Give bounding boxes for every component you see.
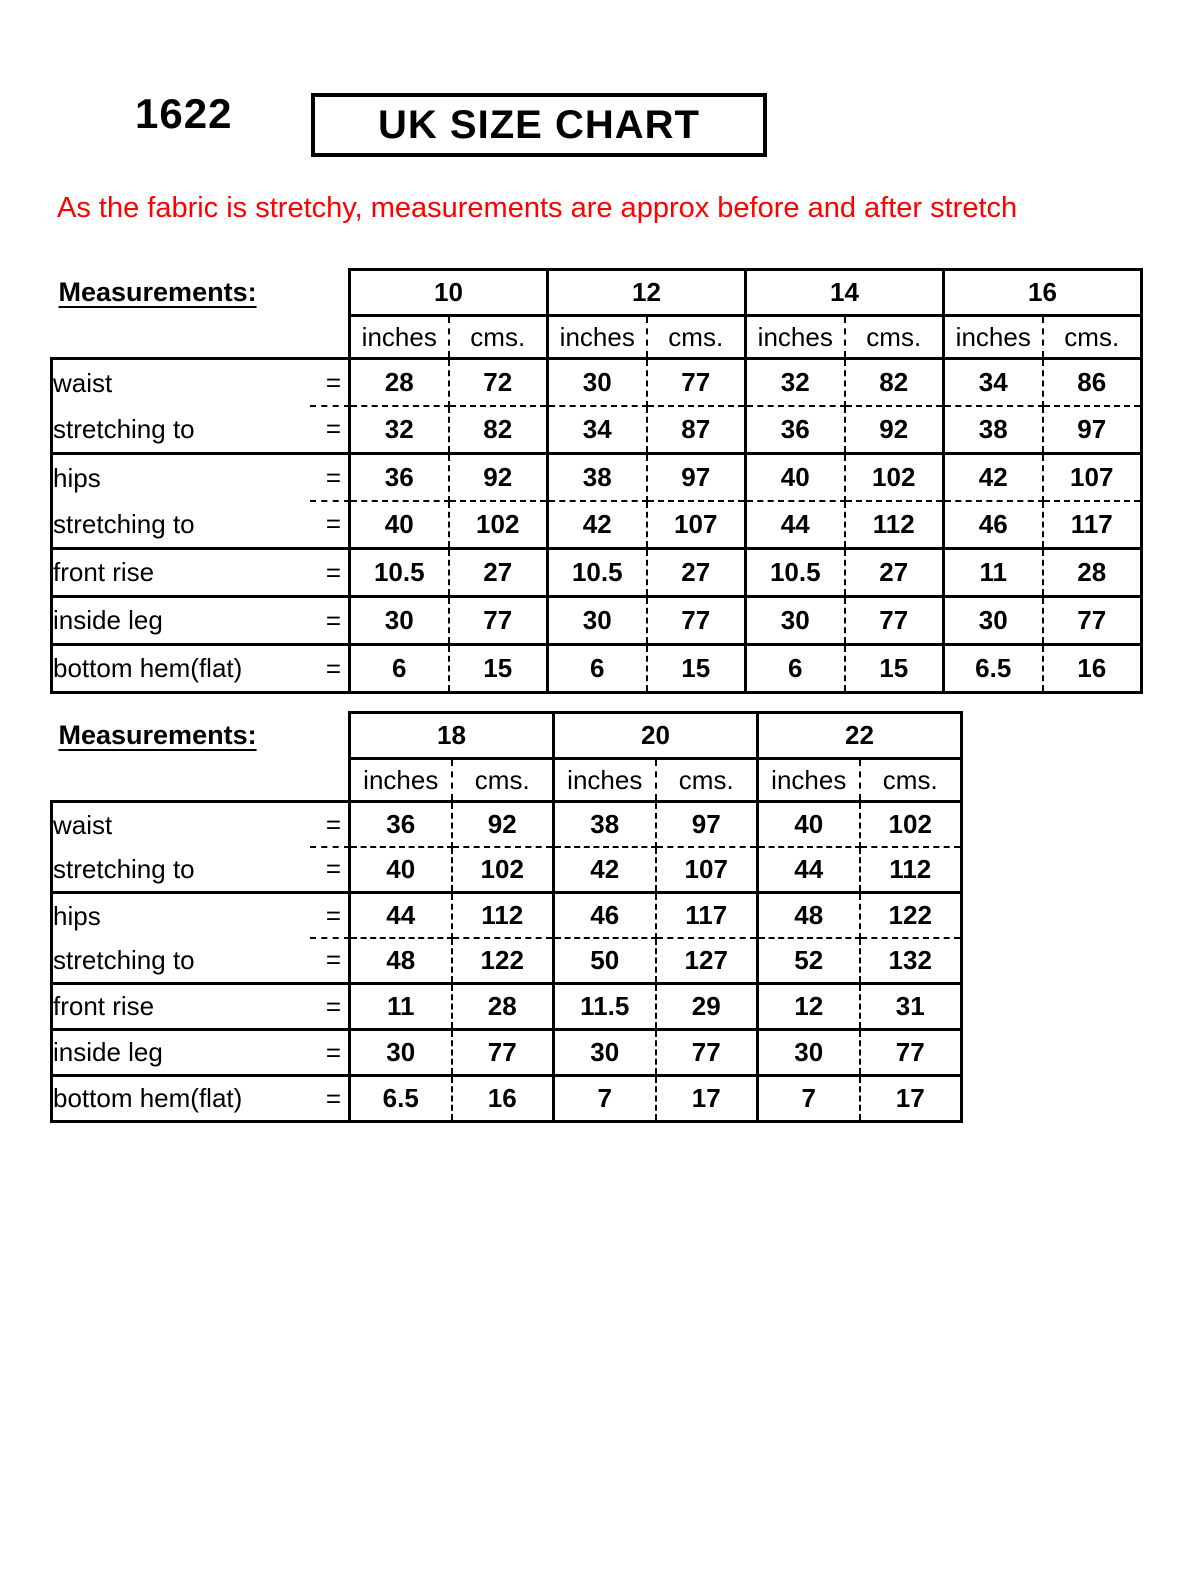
table-row-bottom-hem xyxy=(52,1076,962,1122)
unit-header-row xyxy=(52,759,962,802)
equals-sign: = xyxy=(325,900,341,931)
unit-header-inches: inches xyxy=(758,759,860,802)
size-table-2 xyxy=(50,711,963,1123)
row-label-cell xyxy=(52,1030,350,1076)
value-cell: 27 xyxy=(845,549,944,597)
row-label: stretching to xyxy=(53,413,195,444)
value-cell: 77 xyxy=(656,1030,758,1076)
table-row-waist xyxy=(52,359,1142,407)
value-cell: 29 xyxy=(656,984,758,1030)
value-cell: 27 xyxy=(647,549,746,597)
table-row-inside-leg xyxy=(52,1030,962,1076)
value-cell: 36 xyxy=(350,802,452,848)
unit-header-row xyxy=(52,316,1142,359)
measurements-label: Measurements: xyxy=(58,277,257,307)
value-cell: 36 xyxy=(350,454,449,502)
value-cell: 12 xyxy=(758,984,860,1030)
table-row-stretching xyxy=(52,406,1142,454)
value-cell: 16 xyxy=(452,1076,554,1122)
row-label-cell xyxy=(52,645,350,693)
equals-sign: = xyxy=(325,1037,341,1067)
value-cell: 42 xyxy=(944,454,1043,502)
row-label-cell xyxy=(52,1076,350,1122)
value-cell: 102 xyxy=(860,802,962,848)
table-row-bottom-hem xyxy=(52,645,1142,693)
equals-sign: = xyxy=(325,809,341,840)
row-label-cell xyxy=(52,406,350,454)
measurements-label: Measurements: xyxy=(58,720,257,750)
row-label: front rise xyxy=(53,991,155,1021)
value-cell: 77 xyxy=(449,597,548,645)
table-row-hips xyxy=(52,454,1142,502)
value-cell: 15 xyxy=(647,645,746,693)
value-cell: 42 xyxy=(554,847,656,893)
equals-sign: = xyxy=(325,853,341,884)
value-cell: 31 xyxy=(860,984,962,1030)
value-cell: 48 xyxy=(758,893,860,939)
unit-header-inches: inches xyxy=(944,316,1043,359)
row-label: bottom hem(flat) xyxy=(53,653,243,683)
table-row-hips xyxy=(52,893,962,939)
value-cell: 112 xyxy=(860,847,962,893)
row-label: hips xyxy=(53,900,101,931)
value-cell: 10.5 xyxy=(746,549,845,597)
row-label: hips xyxy=(53,462,101,493)
value-cell: 15 xyxy=(845,645,944,693)
unit-header-cms: cms. xyxy=(845,316,944,359)
value-cell: 6.5 xyxy=(350,1076,452,1122)
size-header: 22 xyxy=(758,713,962,759)
value-cell: 77 xyxy=(860,1030,962,1076)
size-header: 16 xyxy=(944,270,1142,316)
unit-header-inches: inches xyxy=(350,316,449,359)
table-row-waist xyxy=(52,802,962,848)
value-cell: 127 xyxy=(656,938,758,984)
value-cell: 77 xyxy=(845,597,944,645)
value-cell: 50 xyxy=(554,938,656,984)
value-cell: 97 xyxy=(1043,406,1142,454)
row-label: waist xyxy=(53,367,113,398)
value-cell: 52 xyxy=(758,938,860,984)
row-label: inside leg xyxy=(53,605,163,635)
value-cell: 102 xyxy=(452,847,554,893)
size-header: 14 xyxy=(746,270,944,316)
value-cell: 11 xyxy=(350,984,452,1030)
value-cell: 46 xyxy=(554,893,656,939)
value-cell: 40 xyxy=(350,501,449,549)
row-label: front rise xyxy=(53,557,155,587)
value-cell: 44 xyxy=(758,847,860,893)
unit-header-inches: inches xyxy=(554,759,656,802)
equals-sign: = xyxy=(325,605,341,635)
value-cell: 82 xyxy=(845,359,944,407)
row-label-cell xyxy=(52,454,350,502)
value-cell: 87 xyxy=(647,406,746,454)
equals-sign: = xyxy=(325,462,341,493)
page-title: UK SIZE CHART xyxy=(378,102,700,147)
size-header: 20 xyxy=(554,713,758,759)
table-row-inside-leg xyxy=(52,597,1142,645)
row-label-cell xyxy=(52,802,350,848)
value-cell: 6 xyxy=(746,645,845,693)
value-cell: 17 xyxy=(860,1076,962,1122)
value-cell: 6 xyxy=(548,645,647,693)
equals-sign: = xyxy=(325,557,341,587)
value-cell: 40 xyxy=(350,847,452,893)
value-cell: 32 xyxy=(746,359,845,407)
value-cell: 77 xyxy=(647,597,746,645)
unit-header-inches: inches xyxy=(350,759,452,802)
title-box xyxy=(311,93,767,157)
value-cell: 38 xyxy=(548,454,647,502)
row-label-cell xyxy=(52,549,350,597)
value-cell: 10.5 xyxy=(548,549,647,597)
value-cell: 82 xyxy=(449,406,548,454)
row-label-cell xyxy=(52,847,350,893)
row-label: inside leg xyxy=(53,1037,163,1067)
equals-sign: = xyxy=(325,991,341,1021)
value-cell: 92 xyxy=(845,406,944,454)
equals-sign: = xyxy=(325,944,341,975)
value-cell: 92 xyxy=(449,454,548,502)
value-cell: 40 xyxy=(746,454,845,502)
value-cell: 30 xyxy=(944,597,1043,645)
unit-header-cms: cms. xyxy=(656,759,758,802)
value-cell: 30 xyxy=(746,597,845,645)
spacer-cell xyxy=(52,759,350,802)
row-label-cell xyxy=(52,893,350,939)
value-cell: 30 xyxy=(350,597,449,645)
value-cell: 117 xyxy=(1043,501,1142,549)
value-cell: 117 xyxy=(656,893,758,939)
value-cell: 38 xyxy=(554,802,656,848)
product-code: 1622 xyxy=(135,90,233,137)
row-label-cell xyxy=(52,501,350,549)
value-cell: 30 xyxy=(758,1030,860,1076)
value-cell: 17 xyxy=(656,1076,758,1122)
value-cell: 30 xyxy=(548,359,647,407)
value-cell: 7 xyxy=(554,1076,656,1122)
value-cell: 36 xyxy=(746,406,845,454)
row-label-cell xyxy=(52,938,350,984)
value-cell: 30 xyxy=(548,597,647,645)
unit-header-inches: inches xyxy=(548,316,647,359)
value-cell: 92 xyxy=(452,802,554,848)
value-cell: 6 xyxy=(350,645,449,693)
value-cell: 122 xyxy=(452,938,554,984)
unit-header-cms: cms. xyxy=(452,759,554,802)
row-label: stretching to xyxy=(53,853,195,884)
value-cell: 107 xyxy=(656,847,758,893)
measurements-label-cell xyxy=(52,270,350,316)
row-label-cell xyxy=(52,984,350,1030)
value-cell: 40 xyxy=(758,802,860,848)
value-cell: 86 xyxy=(1043,359,1142,407)
value-cell: 107 xyxy=(1043,454,1142,502)
value-cell: 28 xyxy=(452,984,554,1030)
row-label-cell xyxy=(52,597,350,645)
value-cell: 77 xyxy=(1043,597,1142,645)
value-cell: 72 xyxy=(449,359,548,407)
spacer-cell xyxy=(52,316,350,359)
size-header-row xyxy=(52,713,962,759)
value-cell: 132 xyxy=(860,938,962,984)
row-label-cell xyxy=(52,359,350,407)
value-cell: 32 xyxy=(350,406,449,454)
value-cell: 28 xyxy=(350,359,449,407)
value-cell: 16 xyxy=(1043,645,1142,693)
value-cell: 6.5 xyxy=(944,645,1043,693)
unit-header-cms: cms. xyxy=(449,316,548,359)
row-label: bottom hem(flat) xyxy=(53,1083,243,1113)
value-cell: 34 xyxy=(548,406,647,454)
value-cell: 44 xyxy=(746,501,845,549)
table-row-stretching xyxy=(52,501,1142,549)
value-cell: 102 xyxy=(449,501,548,549)
value-cell: 107 xyxy=(647,501,746,549)
size-header-row xyxy=(52,270,1142,316)
table-row-front-rise xyxy=(52,984,962,1030)
value-cell: 11 xyxy=(944,549,1043,597)
value-cell: 30 xyxy=(350,1030,452,1076)
value-cell: 112 xyxy=(452,893,554,939)
value-cell: 112 xyxy=(845,501,944,549)
unit-header-cms: cms. xyxy=(647,316,746,359)
value-cell: 30 xyxy=(554,1030,656,1076)
value-cell: 42 xyxy=(548,501,647,549)
value-cell: 11.5 xyxy=(554,984,656,1030)
value-cell: 28 xyxy=(1043,549,1142,597)
value-cell: 97 xyxy=(647,454,746,502)
size-header: 10 xyxy=(350,270,548,316)
size-header: 12 xyxy=(548,270,746,316)
value-cell: 38 xyxy=(944,406,1043,454)
unit-header-inches: inches xyxy=(746,316,845,359)
equals-sign: = xyxy=(325,367,341,398)
measurements-label-cell xyxy=(52,713,350,759)
value-cell: 77 xyxy=(647,359,746,407)
unit-header-cms: cms. xyxy=(1043,316,1142,359)
value-cell: 122 xyxy=(860,893,962,939)
value-cell: 10.5 xyxy=(350,549,449,597)
row-label: stretching to xyxy=(53,944,195,975)
equals-sign: = xyxy=(325,508,341,539)
value-cell: 7 xyxy=(758,1076,860,1122)
equals-sign: = xyxy=(325,653,341,683)
size-header: 18 xyxy=(350,713,554,759)
equals-sign: = xyxy=(325,1083,341,1113)
stretch-note: As the fabric is stretchy, measurements are approx before and after stretch xyxy=(57,192,1018,224)
size-table-1 xyxy=(50,268,1143,694)
value-cell: 27 xyxy=(449,549,548,597)
value-cell: 97 xyxy=(656,802,758,848)
table-row-stretching xyxy=(52,938,962,984)
value-cell: 34 xyxy=(944,359,1043,407)
value-cell: 15 xyxy=(449,645,548,693)
table-row-front-rise xyxy=(52,549,1142,597)
row-label: stretching to xyxy=(53,508,195,539)
value-cell: 102 xyxy=(845,454,944,502)
unit-header-cms: cms. xyxy=(860,759,962,802)
value-cell: 48 xyxy=(350,938,452,984)
value-cell: 44 xyxy=(350,893,452,939)
value-cell: 77 xyxy=(452,1030,554,1076)
row-label: waist xyxy=(53,809,113,840)
table-row-stretching xyxy=(52,847,962,893)
value-cell: 46 xyxy=(944,501,1043,549)
equals-sign: = xyxy=(325,413,341,444)
